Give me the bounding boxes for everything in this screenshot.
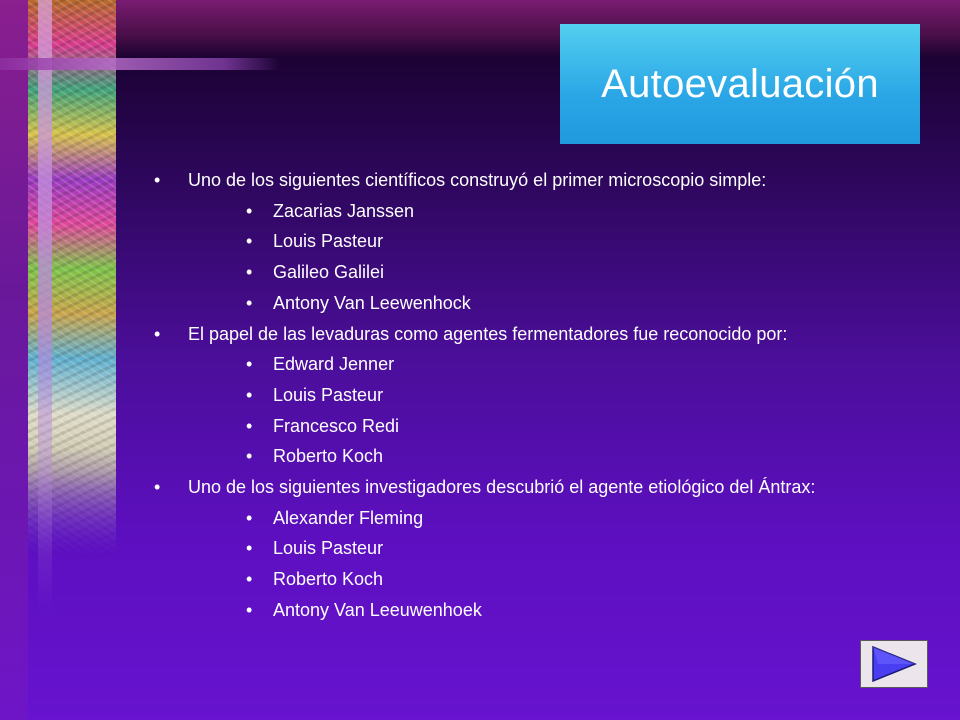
play-arrow-icon bbox=[870, 645, 918, 683]
question-3 bbox=[152, 472, 952, 503]
bullet: • bbox=[246, 292, 253, 313]
option-text: Roberto Koch bbox=[273, 446, 384, 467]
bullet: • bbox=[154, 477, 161, 498]
decorative-horizontal-bar bbox=[0, 58, 280, 70]
option-item bbox=[152, 533, 952, 564]
option-item bbox=[152, 196, 952, 227]
option-text: Alexander Fleming bbox=[273, 507, 424, 528]
option-text: Roberto Koch bbox=[273, 569, 384, 590]
next-slide-button[interactable] bbox=[860, 640, 928, 688]
bullet: • bbox=[246, 538, 253, 559]
option-text: Louis Pasteur bbox=[273, 231, 384, 252]
bullet: • bbox=[246, 384, 253, 405]
question-text: El papel de las levaduras como agentes fermentadores fue reconocido por: bbox=[188, 323, 788, 344]
option-item bbox=[152, 257, 952, 288]
option-item bbox=[152, 288, 952, 319]
option-item bbox=[152, 349, 952, 380]
slide-title: Autoevaluación bbox=[601, 61, 879, 106]
stripe-purple bbox=[0, 0, 28, 720]
option-item bbox=[152, 441, 952, 472]
option-text: Francesco Redi bbox=[273, 415, 400, 436]
bullet: • bbox=[246, 231, 253, 252]
bullet: • bbox=[246, 262, 253, 283]
stripe-highlight bbox=[38, 0, 52, 610]
title-box bbox=[560, 24, 920, 144]
question-1 bbox=[152, 165, 952, 196]
bullet: • bbox=[246, 569, 253, 590]
option-item bbox=[152, 411, 952, 442]
question-text: Uno de los siguientes científicos construyó el primer microscopio simple: bbox=[188, 170, 767, 190]
bullet: • bbox=[154, 170, 161, 190]
option-item bbox=[152, 595, 952, 626]
option-item bbox=[152, 503, 952, 534]
bullet: • bbox=[246, 200, 253, 221]
question-text: Uno de los siguientes investigadores descubrió el agente etiológico del Ántrax: bbox=[188, 477, 816, 498]
option-text: Antony Van Leewenhock bbox=[273, 292, 471, 313]
question-list bbox=[152, 165, 952, 626]
decorative-side-stripe bbox=[0, 0, 120, 720]
option-text: Louis Pasteur bbox=[273, 538, 384, 559]
option-text: Galileo Galilei bbox=[273, 262, 385, 283]
question-2 bbox=[152, 319, 952, 350]
option-text: Edward Jenner bbox=[273, 354, 395, 375]
bullet: • bbox=[246, 507, 253, 528]
option-item bbox=[152, 380, 952, 411]
option-item bbox=[152, 226, 952, 257]
bullet: • bbox=[154, 323, 161, 344]
bullet: • bbox=[246, 599, 253, 620]
bullet: • bbox=[246, 446, 253, 467]
option-text: Antony Van Leeuwenhoek bbox=[273, 599, 482, 620]
bullet: • bbox=[246, 415, 253, 436]
bullet: • bbox=[246, 354, 253, 375]
option-text: Louis Pasteur bbox=[273, 384, 384, 405]
option-text: Zacarias Janssen bbox=[273, 200, 415, 221]
option-item bbox=[152, 564, 952, 595]
